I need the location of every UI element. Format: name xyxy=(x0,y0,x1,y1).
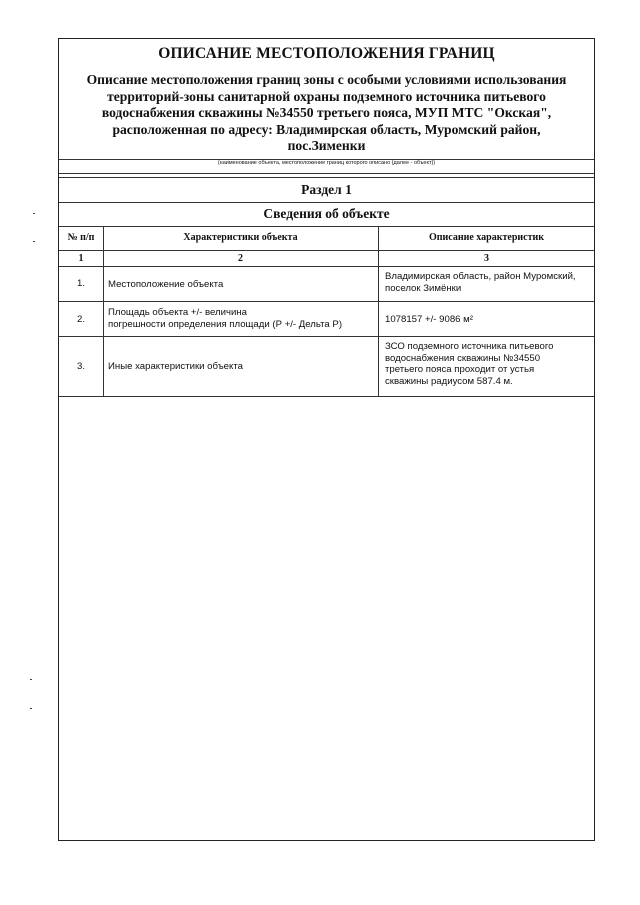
document-frame xyxy=(58,38,595,841)
value-line: поселок Зимёнки xyxy=(385,282,462,294)
characteristic-line: Иные характеристики объекта xyxy=(108,361,243,372)
divider xyxy=(59,177,594,178)
object-description xyxy=(69,72,584,155)
column-index: 1 xyxy=(78,253,84,264)
characteristic-line: Площадь объекта +/- величина xyxy=(108,307,247,318)
column-header-characteristic: Характеристики объекта xyxy=(183,232,298,243)
value-line: скважины радиусом 587.4 м. xyxy=(385,375,513,387)
description-line: расположенная по адресу: Владимирская область, Муромский район, xyxy=(112,121,541,137)
margin-mark xyxy=(33,213,35,214)
description-line: пос.Зименки xyxy=(287,138,366,153)
table-line xyxy=(59,336,594,337)
value-line: Владимирская область, район Муромский, xyxy=(385,271,576,282)
row-characteristic xyxy=(108,279,373,291)
margin-mark xyxy=(30,679,32,680)
column-index: 3 xyxy=(484,253,489,264)
document-title: ОПИСАНИЕ МЕСТОПОЛОЖЕНИЯ ГРАНИЦ xyxy=(158,45,495,62)
value-line: 1078157 +/- 9086 м² xyxy=(385,314,473,325)
margin-mark xyxy=(33,241,35,242)
column-header-description: Описание характеристик xyxy=(428,232,545,243)
column-index: 2 xyxy=(238,253,243,264)
divider xyxy=(59,173,594,174)
row-characteristic xyxy=(108,361,373,373)
table-line xyxy=(59,250,594,251)
row-number: 2. xyxy=(76,314,85,325)
description-line: Описание местоположения границ зоны с особыми условиями использования xyxy=(86,72,567,87)
row-value xyxy=(385,341,590,387)
value-line: водоснабжения скважины №34550 xyxy=(385,352,541,364)
row-characteristic xyxy=(108,307,373,330)
table-line xyxy=(59,266,594,267)
table-line xyxy=(378,226,379,396)
description-line: территорий-зоны санитарной охраны подземного источника питьевого xyxy=(107,88,546,104)
row-value xyxy=(385,271,590,294)
characteristic-line: Местоположение объекта xyxy=(108,279,224,290)
characteristic-line: погрешности определения площади (Р +/- Дельта Р) xyxy=(108,318,343,330)
row-value xyxy=(385,314,590,326)
table-line xyxy=(103,226,104,396)
description-line: водоснабжения скважины №34550 третьего пояса, МУП МТС "Окская", xyxy=(101,105,552,120)
value-line: третьего пояса проходит от устья xyxy=(385,364,535,375)
margin-mark xyxy=(30,708,32,709)
column-header-number: № п/п xyxy=(67,232,95,243)
value-line: ЗСО подземного источника питьевого xyxy=(385,341,554,352)
section-title: Раздел 1 xyxy=(301,182,352,197)
object-caption: (наименование объекта, местоположение границ которого описано (далее - объект)) xyxy=(217,160,436,166)
table-line xyxy=(59,301,594,302)
section-subtitle: Сведения об объекте xyxy=(263,206,390,221)
row-number: 3. xyxy=(76,361,85,372)
table-line xyxy=(59,396,594,397)
divider xyxy=(59,202,594,203)
divider xyxy=(59,226,594,227)
row-number: 1. xyxy=(76,278,85,289)
